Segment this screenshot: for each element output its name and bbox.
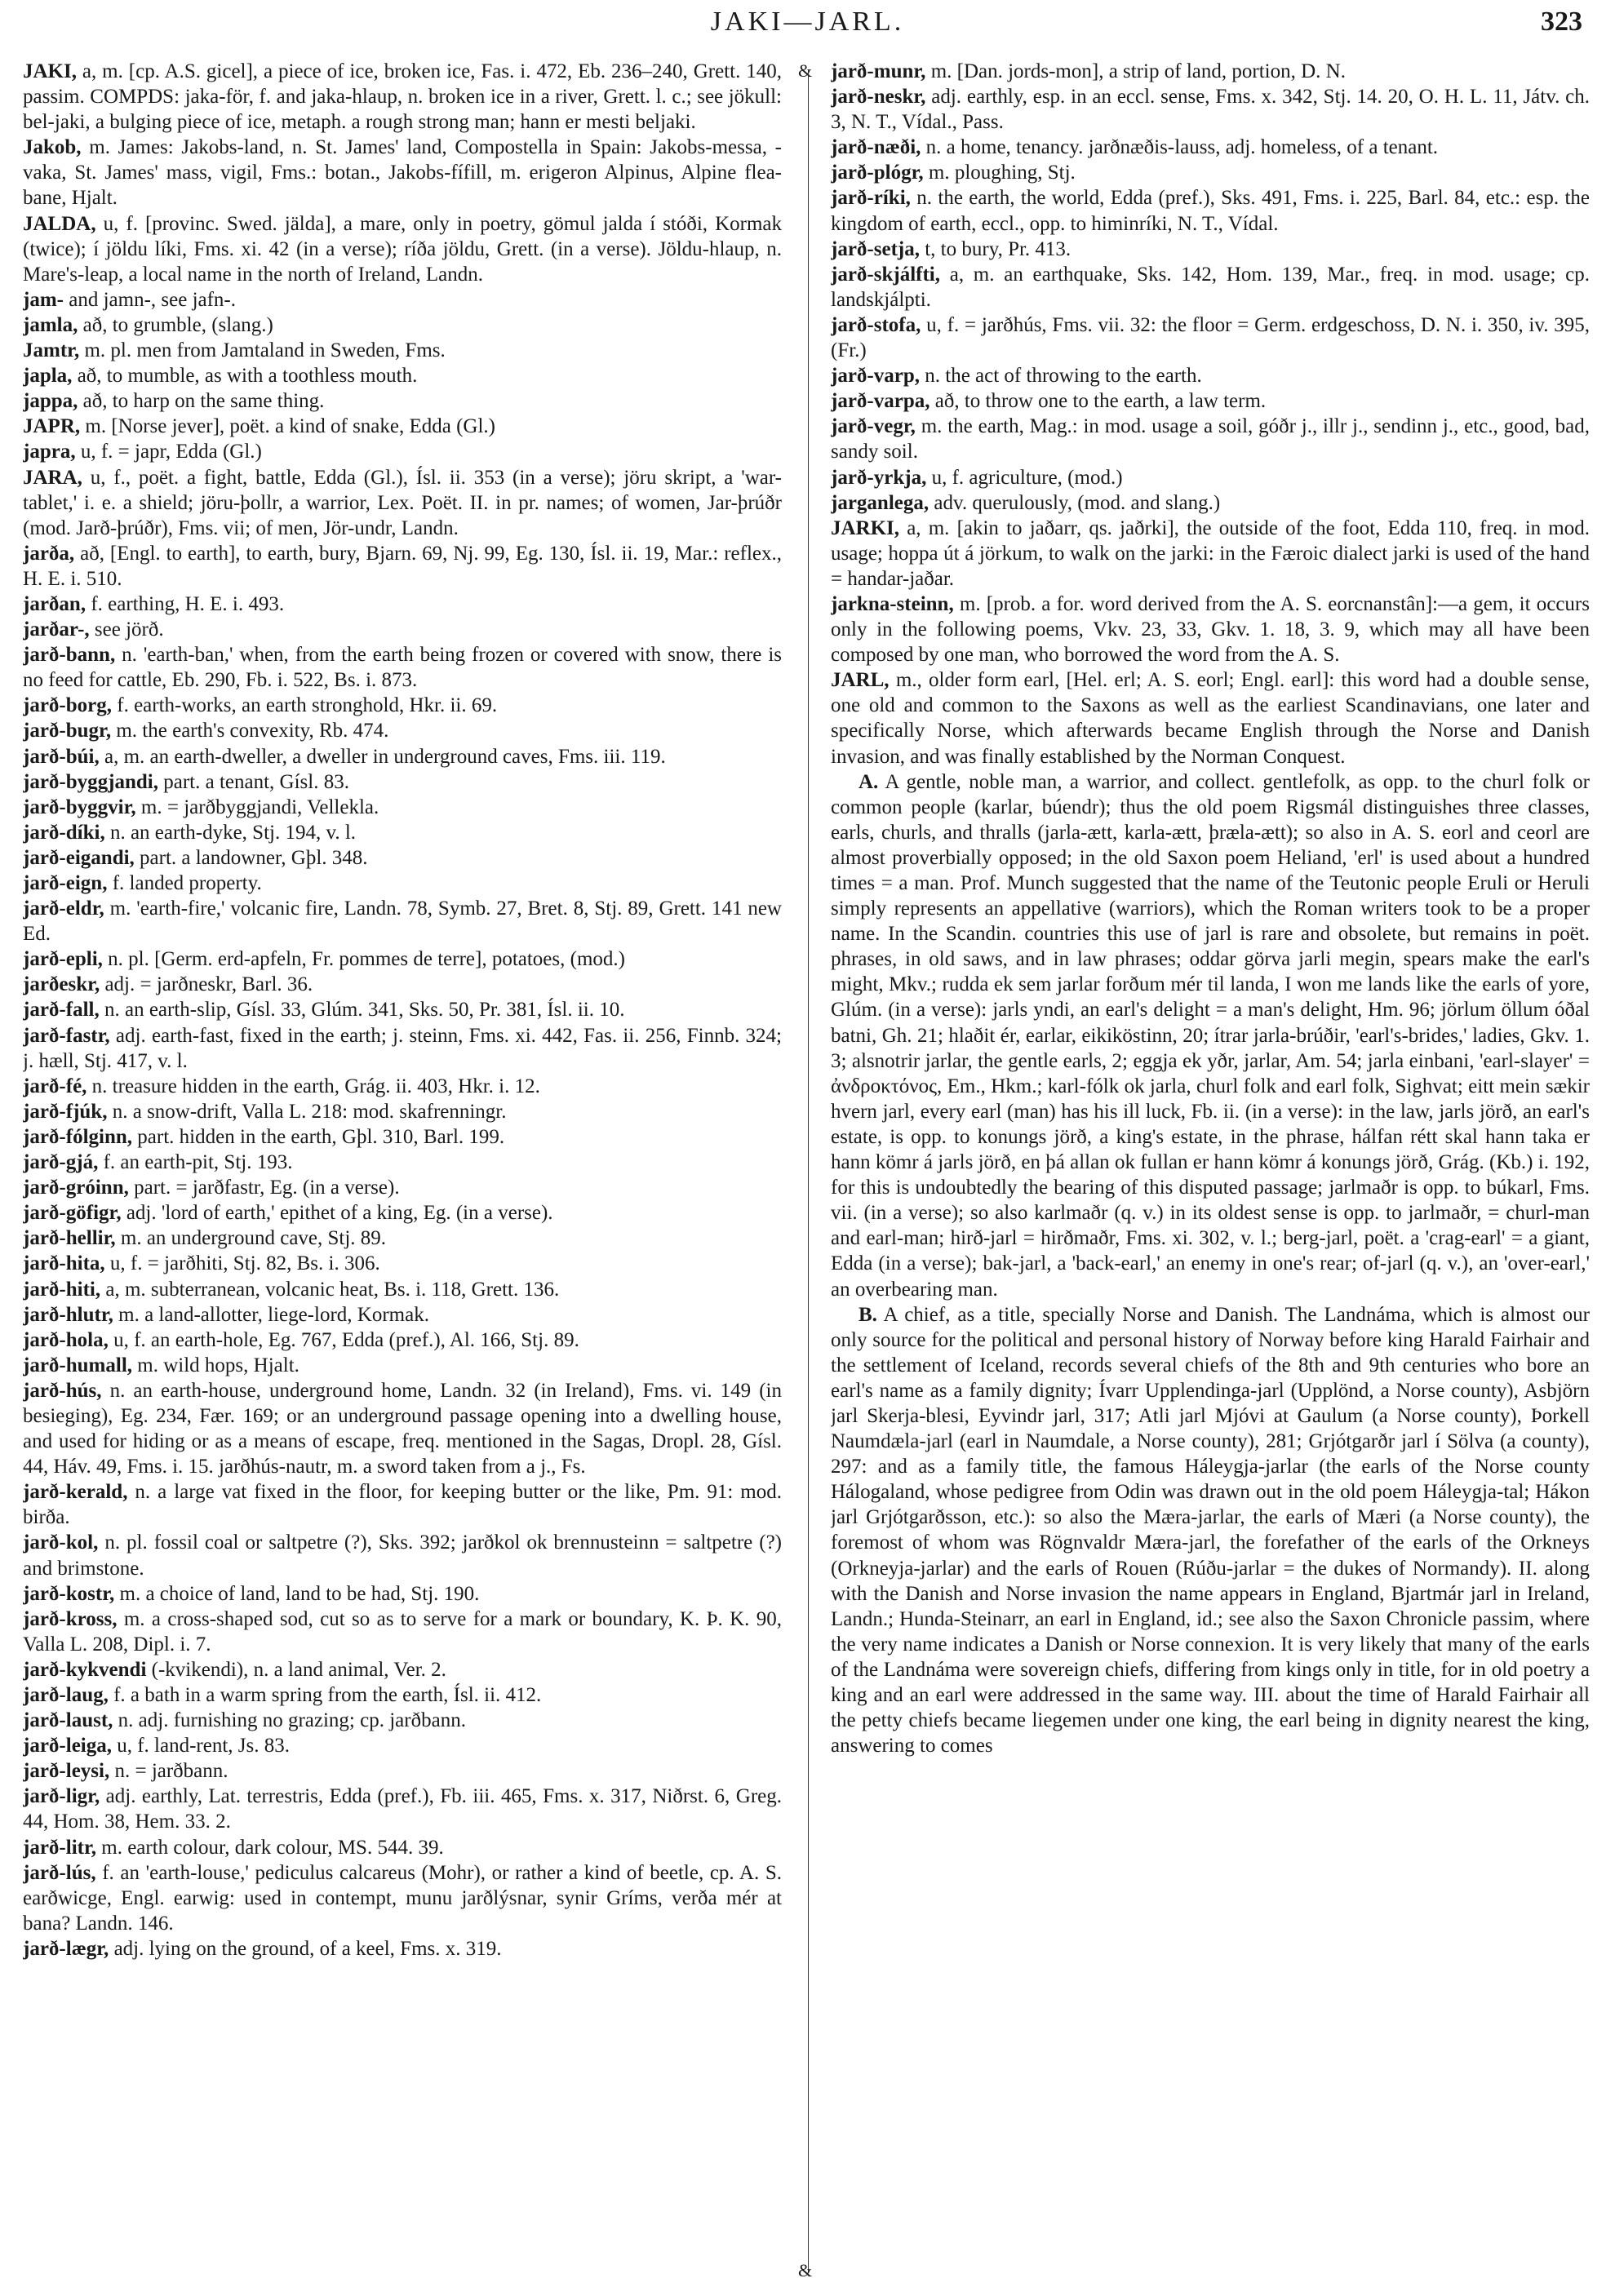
dictionary-entry: [23, 1378, 782, 1479]
entry-headword: jarð-hita,: [23, 1252, 105, 1275]
dictionary-entry: [23, 1607, 782, 1657]
entry-headword: jarð-vegr,: [831, 415, 916, 438]
dictionary-entry: [831, 592, 1590, 667]
dictionary-entry: [23, 946, 782, 972]
entry-definition: n. the act of throwing to the earth.: [920, 365, 1202, 388]
dictionary-entry: [23, 312, 782, 338]
entry-headword: jarð-bann,: [23, 644, 116, 667]
entry-headword: jarð-kol,: [23, 1531, 99, 1554]
entry-headword: jarð-göfigr,: [23, 1202, 122, 1225]
entry-definition: n. an earth-slip, Gísl. 33, Glúm. 341, Sks. 50, Pr. 381, Ísl. ii. 10.: [99, 999, 625, 1022]
entry-definition: f. landed property.: [107, 872, 262, 894]
entry-headword: jarð-búi,: [23, 745, 100, 768]
entry-definition: m. [Norse jever], poët. a kind of snake, Edda (Gl.): [80, 415, 496, 438]
entry-definition: m. a land-allotter, liege-lord, Kormak.: [113, 1303, 429, 1326]
entry-definition: adv. querulously, (mod. and slang.): [929, 491, 1221, 514]
entry-headword: jarð-fjúk,: [23, 1100, 108, 1123]
dictionary-entry: [831, 363, 1590, 388]
entry-headword: JAKI,: [23, 60, 77, 82]
entry-definition: f. earthing, H. E. i. 493.: [86, 592, 285, 615]
entry-headword: JARL,: [831, 669, 890, 692]
entry-headword: jarð-borg,: [23, 694, 112, 717]
dictionary-entry: [23, 1200, 782, 1226]
entry-headword: jarð-ríki,: [831, 187, 911, 210]
entry-definition: n. pl. fossil coal or saltpetre (?), Sks. 392; jarðkol ok brennusteinn = saltpetre (?) and brimstone.: [23, 1531, 782, 1580]
entry-headword: jarð-skjálfti,: [831, 263, 940, 286]
dictionary-entry: [23, 1479, 782, 1530]
entry-headword: jarð-neskr,: [831, 86, 926, 109]
entry-definition: m. = jarðbyggjandi, Vellekla.: [135, 796, 379, 818]
column-divider: [808, 70, 809, 2273]
dictionary-entry: [23, 1328, 782, 1353]
entry-headword: jarð-humall,: [23, 1354, 133, 1376]
entry-definition: m. pl. men from Jamtaland in Sweden, Fms.: [79, 339, 446, 362]
dictionary-entry: [23, 1657, 782, 1682]
dictionary-entry: [831, 185, 1590, 236]
dictionary-entry: [831, 160, 1590, 185]
entry-headword: jarð-díki,: [23, 821, 105, 844]
entry-definition: að, to grumble, (slang.): [78, 313, 273, 336]
dictionary-entry: [23, 1277, 782, 1302]
entry-definition: part. = jarðfastr, Eg. (in a verse).: [128, 1177, 400, 1199]
entry-definition: u, f. [provinc. Swed. jälda], a mare, only in poetry, gömul jalda í stóði, Kormak (twice); í jöldu líki, Fms. xi. 42 (in a verse); ríða jöldu, Grett. (in a verse). Jöldu-hlaup, n. Mare's-leap, a local name in the north of Ireland, Landn.: [23, 212, 782, 286]
entry-definition: m. a cross-shaped sod, cut so as to serve for a mark or boundary, K. Þ. K. 90, Valla L. 208, Dipl. i. 7.: [23, 1607, 782, 1656]
dictionary-entry: [23, 414, 782, 439]
entry-headword: jarð-ligr,: [23, 1785, 100, 1808]
entry-headword: jarð-litr,: [23, 1836, 97, 1859]
entry-definition: f. earth-works, an earth stronghold, Hkr. ii. 69.: [112, 694, 498, 717]
entry-headword: jarð-setja,: [831, 237, 920, 260]
column-rule-ornament-top: &: [798, 60, 813, 81]
entry-headword: jarð-eign,: [23, 872, 108, 894]
entry-definition: m. the earth, Mag.: in mod. usage a soil, góðr j., illr j., sendinn j., etc., good, bad, sandy soil.: [831, 415, 1590, 463]
entry-definition: see jörð.: [89, 618, 164, 641]
entry-headword: jarð-kerald,: [23, 1481, 128, 1504]
dictionary-entry: [23, 1758, 782, 1784]
entry-definition: adj. lying on the ground, of a keel, Fms. x. 319.: [109, 1937, 502, 1960]
dictionary-entry: [23, 439, 782, 464]
entry-headword: jarð-kross,: [23, 1607, 118, 1630]
dictionary-entry: [23, 820, 782, 845]
dictionary-entry: [23, 642, 782, 693]
entry-definition: m. earth colour, dark colour, MS. 544. 39.: [96, 1836, 444, 1859]
dictionary-entry: [23, 592, 782, 617]
dictionary-entry: [23, 135, 782, 211]
entry-headword: jarð-laust,: [23, 1709, 113, 1732]
dictionary-entry: [23, 541, 782, 592]
dictionary-entry: [23, 718, 782, 743]
entry-headword: jarð-varpa,: [831, 390, 930, 413]
dictionary-entry: [23, 1682, 782, 1708]
entry-definition: m. a choice of land, land to be had, Stj. 190.: [114, 1582, 480, 1605]
entry-headword: jarð-eldr,: [23, 898, 104, 920]
entry-definition: adj. earthly, Lat. terrestris, Edda (pref.), Fb. iii. 465, Fms. x. 317, Niðrst. 6, Greg. 44, Hom. 38, Hem. 33. 2.: [23, 1785, 782, 1833]
entry-headword: JARKI,: [831, 516, 900, 539]
entry-headword: japla,: [23, 365, 73, 388]
entry-definition: adj. earth-fast, fixed in the earth; j. steinn, Fms. xi. 442, Fas. ii. 256, Finnb. 324; j. hæll, Stj. 417, v. l.: [23, 1024, 782, 1072]
dictionary-entry: [23, 388, 782, 414]
entry-definition: m. ploughing, Stj.: [923, 162, 1076, 184]
entry-headword: jarð-eigandi,: [23, 846, 135, 869]
entry-definition: u, f. agriculture, (mod.): [926, 466, 1123, 489]
entry-definition: adj. = jarðneskr, Barl. 36.: [100, 973, 313, 996]
dictionary-entry: [831, 262, 1590, 312]
page-header: [0, 7, 1615, 55]
dictionary-entry: [23, 1175, 782, 1200]
entry-headword: jarð-hellir,: [23, 1227, 116, 1250]
entry-headword: jarð-lægr,: [23, 1937, 109, 1960]
entry-headword: jarð-hiti,: [23, 1278, 101, 1301]
entry-headword: jarð-gjá,: [23, 1151, 99, 1174]
dictionary-entry: [23, 287, 782, 312]
entry-definition: m. [Dan. jords-mon], a strip of land, portion, D. N.: [925, 60, 1346, 82]
entry-definition: a, m. [akin to jaðarr, qs. jaðrki], the outside of the foot, Edda 110, freq. in mod. usage; hoppa út á jörkum, to walk on the jarki: in the Færoic dialect jarki is used of the hand = handar-jaðar.: [831, 516, 1590, 590]
dictionary-entry: [23, 1835, 782, 1860]
entry-definition: u, f. = jarðhiti, Stj. 82, Bs. i. 306.: [104, 1252, 380, 1275]
entry-headword: jarð-kykvendi: [23, 1658, 147, 1681]
entry-headword: jarð-byggjandi,: [23, 770, 158, 793]
entry-headword: jarð-hlutr,: [23, 1303, 113, 1326]
entry-headword: jarð-bugr,: [23, 720, 112, 742]
entry-headword: jarð-fastr,: [23, 1024, 110, 1047]
dictionary-entry: [831, 1302, 1590, 1759]
dictionary-entry: [831, 769, 1590, 1302]
dictionary-entry: [23, 1860, 782, 1936]
entry-definition: u, f. an earth-hole, Eg. 767, Edda (pref.), Al. 166, Stj. 89.: [108, 1328, 579, 1351]
entry-definition: part. a tenant, Gísl. 83.: [158, 770, 349, 793]
dictionary-entry: [23, 972, 782, 997]
dictionary-entry: [23, 744, 782, 769]
entry-headword: B.: [859, 1303, 877, 1326]
dictionary-entry: [23, 363, 782, 388]
entry-headword: jappa,: [23, 390, 78, 413]
entry-definition: a, m. an earthquake, Sks. 142, Hom. 139, Mar., freq. in mod. usage; cp. landskjálpti.: [831, 263, 1590, 311]
dictionary-entry: [23, 1353, 782, 1378]
entry-definition: and jamn-, see jafn-.: [63, 288, 237, 311]
dictionary-entry: [831, 312, 1590, 363]
entry-definition: m., older form earl, [Hel. erl; A. S. eorl; Engl. earl]: this word had a double sense, one old and common to the Saxons as well as the earliest Scandinavians, one later and specifically Norse, which afterwards became English through the Norse and Danish invasion, and was finally established by the Norman Conquest.: [831, 669, 1590, 768]
dictionary-entry: [23, 896, 782, 946]
dictionary-entry: [831, 516, 1590, 592]
entry-headword: jarð-stofa,: [831, 313, 921, 336]
dictionary-entry: [831, 84, 1590, 135]
entry-headword: jarð-hola,: [23, 1328, 109, 1351]
entry-headword: JARA,: [23, 466, 82, 489]
dictionary-entry: [831, 414, 1590, 464]
dictionary-entry: [831, 465, 1590, 490]
entry-headword: JAPR,: [23, 415, 81, 438]
entry-definition: n. pl. [Germ. erd-apfeln, Fr. pommes de terre], potatoes, (mod.): [102, 948, 625, 971]
dictionary-entry: [831, 490, 1590, 516]
entry-headword: jarð-gróinn,: [23, 1177, 129, 1199]
entry-headword: jarða,: [23, 542, 75, 565]
entry-headword: A.: [859, 770, 879, 793]
entry-definition: (-kvikendi), n. a land animal, Ver. 2.: [146, 1658, 446, 1681]
entry-definition: n. adj. furnishing no grazing; cp. jarðbann.: [113, 1709, 466, 1732]
dictionary-entry: [23, 1023, 782, 1074]
entry-definition: að, to mumble, as with a toothless mouth.: [72, 365, 418, 388]
entry-headword: jarð-fé,: [23, 1075, 87, 1097]
dictionary-entry: [23, 693, 782, 718]
entry-definition: A gentle, noble man, a warrior, and collect. gentlefolk, as opp. to the churl folk or common people (karlar, búendr); thus the old poem Rigsmál distinguishes three classes, earls, churls, and thralls (jarla-ætt, karla-ætt, þræla-ætt); so also in A. S. eorl and ceorl are almost proverbially opposed; in the old Saxon poem Heliand, 'erl' is used about a hundred times = a man. Prof. Munch suggested that the name of the Teutonic people Eruli or Heruli simply represents an appellative (warriors), which the Roman writers took to be a proper name. In the Scandin. countries this use of jarl is rare and obsolete, but remains in poët. phrases, in old saws, and in law phrases; oddar görva jarli megin, spears make the earl's might, Mkv.; rudda ek sem jarlar forðum mér til landa, I won me lands like the earls of yore, Glúm. (in a verse): jarls yndi, an earl's delight = a man's delight, Hm. 96; jörlum öllum óðal batni, Gh. 21; hlaðit ér, earlar, eikiköstinn, 20; ítrar jarla-brúðir, 'earl's-brides,' ladies, Gkv. 1. 3; alsnotrir jarlar, the gentle earls, 2; eggja ek yðr, jarlar, Am. 54; jarla einbani, 'earl-slayer' = ἀνδροκτόνος, Em., Hkm.; karl-fólk ok jarla, churl folk and earl folk, Sighvat; eitt mein sækir hvern jarl, every earl (man) has his ill luck, Fb. ii. (in a verse): in the law, jarls jörð, an earl's estate, is opp. to konungs jörð, a king's estate, in the phrase, hálfan rétt skal hann taka er hann kömr á jarls jörð, en þá allan ok fullan er hann kömr á konungs jörð, Grág. (Kb.) i. 192, for this is undoubtedly the bearing of this disputed passage; jarlmaðr is opp. to búkarl, Fms. vii. (in a verse); so also karlmaðr (q. v.) in its oldest sense is opp. to jarlmaðr, = churl-man and earl-man; hirð-jarl = hirðmaðr, Fms. xi. 302, v. l.; berg-jarl, poët. a 'crag-earl' = a giant, Edda (in a verse); bak-jarl, a 'back-earl,' an enemy in one's rear; of-jarl (q. v.), an 'over-earl,' an overbearing man.: [831, 770, 1590, 1301]
entry-headword: jarð-munr,: [831, 60, 926, 82]
dictionary-entry: [23, 1302, 782, 1328]
dictionary-entry: [23, 871, 782, 896]
entry-headword: jarð-hús,: [23, 1379, 102, 1402]
page-number: 323: [1541, 7, 1582, 37]
entry-definition: u, f. = jarðhús, Fms. vii. 32: the floor = Germ. erdgeschoss, D. N. i. 350, iv. 395, (Fr.): [831, 313, 1590, 362]
entry-definition: m. wild hops, Hjalt.: [132, 1354, 299, 1376]
entry-headword: Jamtr,: [23, 339, 80, 362]
running-head: JAKI—JARL.: [710, 7, 905, 37]
entry-headword: jamla,: [23, 313, 78, 336]
entry-definition: part. a landowner, Gþl. 348.: [134, 846, 368, 869]
entry-definition: f. an earth-pit, Stj. 193.: [98, 1151, 293, 1174]
entry-headword: japra,: [23, 441, 76, 463]
entry-definition: m. 'earth-fire,' volcanic fire, Landn. 78, Symb. 27, Bret. 8, Stj. 89, Grett. 141 new Ed.: [23, 898, 782, 946]
entry-headword: jarð-fall,: [23, 999, 100, 1022]
dictionary-entry: [23, 997, 782, 1022]
entry-definition: adj. earthly, esp. in an eccl. sense, Fms. x. 342, Stj. 14. 20, O. H. L. 11, Játv. ch. 3, N. T., Vídal., Pass.: [831, 86, 1590, 134]
entry-definition: n. a snow-drift, Valla L. 218: mod. skafrenningr.: [107, 1100, 507, 1123]
entry-headword: jarð-leysi,: [23, 1760, 110, 1783]
entry-definition: m. James: Jakobs-land, n. St. James' land, Compostella in Spain: Jakobs-messa, -vaka, St. James' mass, vigil, Fms.: botan., Jakobs-fífill, m. erigeron Alpinus, Alpine flea-bane, Hjalt.: [23, 136, 782, 210]
entry-headword: jarð-fólginn,: [23, 1125, 133, 1148]
entry-definition: adj. 'lord of earth,' epithet of a king, Eg. (in a verse).: [121, 1202, 553, 1225]
entry-definition: a, m. [cp. A.S. gicel], a piece of ice, broken ice, Fas. i. 472, Eb. 236–240, Grett. 140, passim. COMPDS: jaka-för, f. and jaka-hlaup, n. broken ice in a river, Grett. l. c.; see jökull: bel-jaki, a bulging piece of ice, metaph. a rough strong man; hann er mesti beljaki.: [23, 60, 782, 134]
entry-headword: jarðan,: [23, 592, 87, 615]
left-column: [23, 59, 782, 2278]
entry-definition: u, f., poët. a fight, battle, Edda (Gl.), Ísl. ii. 353 (in a verse); jöru skript, a 'war-tablet,' i. e. a shield; jöru-þollr, a warrior, Lex. Poët. II. in pr. names; of women, Jar-þrúðr (mod. Jarð-þrúðr), Fms. vii; of men, Jör-undr, Landn.: [23, 466, 782, 539]
dictionary-entry: [23, 338, 782, 363]
dictionary-entry: [23, 211, 782, 287]
dictionary-entry: [831, 237, 1590, 262]
entry-headword: Jakob,: [23, 136, 82, 159]
entry-definition: t, to bury, Pr. 413.: [919, 237, 1071, 260]
dictionary-entry: [23, 59, 782, 135]
dictionary-entry: [23, 1936, 782, 1961]
entry-definition: að, [Engl. to earth], to earth, bury, Bjarn. 69, Nj. 99, Eg. 130, Ísl. ii. 19, Mar.: reflex., H. E. i. 510.: [23, 542, 782, 590]
dictionary-entry: [23, 1099, 782, 1124]
dictionary-entry: [23, 1733, 782, 1758]
dictionary-entry: [831, 135, 1590, 160]
entry-headword: jarð-plógr,: [831, 162, 924, 184]
entry-definition: a, m. an earth-dweller, a dweller in underground caves, Fms. iii. 119.: [99, 745, 666, 768]
dictionary-entry: [831, 388, 1590, 414]
entry-headword: jarð-næði,: [831, 136, 921, 159]
entry-headword: jarð-varp,: [831, 365, 920, 388]
entry-definition: n. an earth-dyke, Stj. 194, v. l.: [104, 821, 357, 844]
entry-definition: að, to throw one to the earth, a law term.: [930, 390, 1267, 413]
dictionary-entry: [23, 617, 782, 642]
entry-definition: n. a home, tenancy. jarðnæðis-lauss, adj. homeless, of a tenant.: [921, 136, 1439, 159]
dictionary-entry: [831, 59, 1590, 84]
entry-definition: f. a bath in a warm spring from the earth, Ísl. ii. 412.: [108, 1684, 542, 1706]
entry-headword: jarð-laug,: [23, 1684, 109, 1706]
entry-headword: jarkna-steinn,: [831, 592, 954, 615]
dictionary-entry: [23, 1074, 782, 1099]
dictionary-entry: [23, 795, 782, 820]
entry-headword: jarð-leiga,: [23, 1735, 112, 1757]
dictionary-entry: [23, 1784, 782, 1834]
entry-headword: jarðeskr,: [23, 973, 100, 996]
entry-definition: n. an earth-house, underground home, Landn. 32 (in Ireland), Fms. vi. 149 (in besieging), Eg. 234, Fær. 169; or an underground passage opening into a dwelling house, and used for hiding or as a means of escape, freq. mentioned in the Sagas, Dropl. 28, Gísl. 44, Háv. 49, Fms. i. 15. jarðhús-nautr, m. a sword taken from a j., Fs.: [23, 1379, 782, 1478]
entry-definition: f. an 'earth-louse,' pediculus calcareus (Mohr), or rather a kind of beetle, cp. A. S. earðwicge, Engl. earwig: used in contempt, munu jarðlýsnar, synir Gríms, verða mér at bana? Landn. 146.: [23, 1861, 782, 1935]
column-rule-ornament-bottom: &: [798, 2260, 813, 2280]
dictionary-entry: [23, 1226, 782, 1251]
entry-definition: part. hidden in the earth, Gþl. 310, Barl. 199.: [132, 1125, 505, 1148]
entry-headword: jarganlega,: [831, 491, 930, 514]
right-column: [831, 59, 1590, 2278]
dictionary-entry: [23, 1708, 782, 1733]
dictionary-entry: [23, 1581, 782, 1607]
entry-headword: jam-: [23, 288, 64, 311]
entry-definition: u, f. = japr, Edda (Gl.): [75, 441, 262, 463]
entry-headword: jarð-yrkja,: [831, 466, 927, 489]
entry-definition: n. a large vat fixed in the floor, for keeping butter or the like, Pm. 91: mod. birða.: [23, 1481, 782, 1529]
entry-headword: jarðar-,: [23, 618, 90, 641]
entry-definition: a, m. subterranean, volcanic heat, Bs. i. 118, Grett. 136.: [100, 1278, 560, 1301]
dictionary-entry: [23, 1150, 782, 1175]
entry-headword: jarð-byggvir,: [23, 796, 136, 818]
entry-definition: n. = jarðbann.: [109, 1760, 228, 1783]
entry-headword: jarð-kostr,: [23, 1582, 115, 1605]
entry-definition: m. [prob. a for. word derived from the A. S. eorcnanstân]:—a gem, it occurs only in the following poems, Vkv. 23, 33, Gkv. 1. 18, 3. 9, which may all have been composed by one man, who borrowed the word from the A. S.: [831, 592, 1590, 667]
entry-definition: u, f. land-rent, Js. 83.: [111, 1735, 291, 1757]
dictionary-entry: [23, 845, 782, 871]
dictionary-entry: [23, 1530, 782, 1580]
dictionary-entry: [23, 1251, 782, 1276]
entry-definition: m. the earth's convexity, Rb. 474.: [111, 720, 389, 742]
entry-definition: að, to harp on the same thing.: [78, 390, 325, 413]
entry-headword: jarð-lús,: [23, 1861, 96, 1884]
entry-definition: A chief, as a title, specially Norse and Danish. The Landnáma, which is almost our only source for the political and personal history of Norway before king Harald Fairhair and the settlement of Iceland, records several chiefs of the 8th and 9th centuries who bore an earl's name as a family dignity; Ívarr Upplendinga-jarl (Upplönd, a Norse county), Asbjörn jarl Skerja-blesi, Eyvindr jarl, 317; Atli jarl Mjóvi at Gaulum (a Norse county), Þorkell Naumdæla-jarl (earl in Naumdale, a Norse county), 281; Grjótgarðr jarl í Sölva (a county), 297: and as a family title, the famous Háleygja-jarlar (the earls of the Norse county Hálogaland, whose pedigree from Odin was drawn out in the old poem Háleygja-tal; Hákon jarl Grjótgarðsson, etc.): so also the Mæra-jarlar, the earls of Mæri (a Norse county), the foremost of whom was Rögnvaldr Mæra-jarl, the forefather of the earls of the Orkneys (Orkneyja-jarlar) and the earls of Rouen (Rúðu-jarlar = the dukes of Normandy). II. along with the Danish and Norse invasion the name appears in England, Bjartmár jarl in Ireland, Landn.; Hunda-Steinarr, an earl in England, id.; see also the Saxon Chronicle passim, where the very name indicates a Danish or Norse connexion. It is very likely that many of the earls of the Landnáma were sovereign chiefs, differing from kings only in title, for in old poetry a king and an earl were addressed in the same way. III. about the time of Harald Fairhair all the petty chiefs became liegemen under one king, the earl being in dignity nearest the king, answering to comes: [831, 1303, 1590, 1757]
dictionary-entry: [23, 465, 782, 541]
dictionary-entry: [23, 769, 782, 795]
dictionary-entry: [831, 667, 1590, 769]
entry-definition: n. treasure hidden in the earth, Grág. ii. 403, Hkr. i. 12.: [87, 1075, 540, 1097]
entry-headword: JALDA,: [23, 212, 96, 235]
entry-definition: m. an underground cave, Stj. 89.: [115, 1227, 387, 1250]
entry-definition: n. the earth, the world, Edda (pref.), Sks. 491, Fms. i. 225, Barl. 84, etc.: esp. the kingdom of earth, eccl., opp. to himinríki, N. T., Vídal.: [831, 187, 1590, 235]
dictionary-entry: [23, 1124, 782, 1150]
entry-headword: jarð-epli,: [23, 948, 103, 971]
entry-definition: n. 'earth-ban,' when, from the earth being frozen or covered with snow, there is no feed for cattle, Eb. 290, Fb. i. 522, Bs. i. 873.: [23, 644, 782, 692]
